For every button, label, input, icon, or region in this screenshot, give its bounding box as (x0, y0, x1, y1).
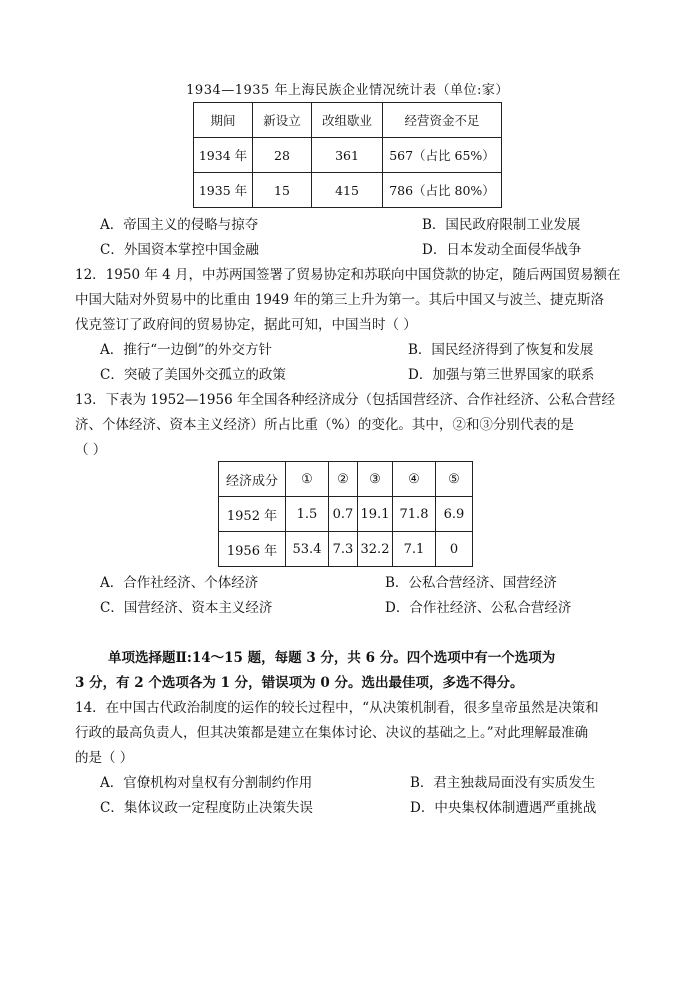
table-cell: 1935 年 (194, 173, 253, 208)
table-row (219, 497, 473, 532)
section2-instruction-line: 单项选择题Ⅱ:14～15 题，每题 3 分，共 6 分。四个选项中有一个选项为 (108, 650, 556, 666)
table-header-cell: 经营资金不足 (383, 103, 502, 138)
table-header-cell: ④ (393, 462, 436, 497)
table-header-cell: ⑤ (436, 462, 473, 497)
table-cell: 1952 年 (219, 497, 286, 532)
table-cell: 28 (253, 138, 312, 173)
table-cell: 6.9 (436, 497, 473, 532)
table-cell: 1956 年 (219, 532, 286, 567)
table-header-row (219, 462, 473, 497)
table-cell: 0.7 (329, 497, 358, 532)
q12-stem-line: 伐克签订了政府间的贸易协定，据此可知，中国当时（ ） (75, 317, 417, 333)
table-header-cell: ① (286, 462, 329, 497)
q11-option-a: A．帝国主义的侵略与掠夺 (100, 217, 259, 233)
q14-option-a: A．官僚机构对皇权有分割制约作用 (100, 775, 313, 791)
q14-option-d: D．中央集权体制遭遇严重挑战 (410, 800, 597, 816)
q12-option-a: A．推行“一边倒”的外交方针 (100, 342, 273, 358)
table-header-row (194, 103, 502, 138)
table-cell: 1934 年 (194, 138, 253, 173)
table-header-cell: ③ (358, 462, 393, 497)
q13-option-b: B．公私合营经济、国营经济 (385, 575, 557, 591)
table-cell: 786（占比 80%） (383, 173, 502, 208)
q13-option-d: D．合作社经济、公私合营经济 (385, 600, 572, 616)
table-header-cell: 期间 (194, 103, 253, 138)
q13-stem-line: 济、个体经济、资本主义经济）所占比重（%）的变化。其中，②和③分别代表的是 (75, 417, 574, 433)
table-cell: 53.4 (286, 532, 329, 567)
table1-title: 1934—1935 年上海民族企业情况统计表（单位:家） (186, 83, 509, 98)
table-header-cell: ② (329, 462, 358, 497)
table-row (194, 173, 502, 208)
table-cell: 1.5 (286, 497, 329, 532)
table-cell: 361 (312, 138, 383, 173)
q12-option-c: C．突破了美国外交孤立的政策 (100, 367, 286, 383)
q11-option-d: D．日本发动全面侵华战争 (422, 242, 582, 258)
table-cell: 19.1 (358, 497, 393, 532)
q11-option-c: C．外国资本掌控中国金融 (100, 242, 259, 258)
table-header-cell: 新设立 (253, 103, 312, 138)
q12-option-b: B．国民经济得到了恢复和发展 (408, 342, 594, 358)
q14-stem-line: 14．在中国古代政治制度的运作的较长过程中，“从决策机制看，很多皇帝虽然是决策和 (75, 700, 599, 716)
economic-composition-table (218, 461, 473, 567)
q14-option-c: C．集体议政一定程度防止决策失误 (100, 800, 313, 816)
table-cell: 7.1 (393, 532, 436, 567)
table-cell: 71.8 (393, 497, 436, 532)
table-cell: 15 (253, 173, 312, 208)
q14-stem-line: 的是（ ） (75, 750, 134, 766)
enterprise-stats-table (193, 102, 502, 208)
table-header-cell: 经济成分 (219, 462, 286, 497)
q13-stem-line: 13．下表为 1952—1956 年全国各种经济成分（包括国营经济、合作社经济、公私合营经 (75, 392, 615, 408)
table-header-cell: 改组歇业 (312, 103, 383, 138)
q14-option-b: B．君主独裁局面没有实质发生 (410, 775, 596, 791)
q13-option-c: C．国营经济、资本主义经济 (100, 600, 273, 616)
table-cell: 32.2 (358, 532, 393, 567)
section2-instruction-line: 3 分，有 2 个选项各为 1 分，错误项为 0 分。选出最佳项，多选不得分。 (75, 675, 524, 691)
q11-option-b: B．国民政府限制工业发展 (422, 217, 581, 233)
table-cell: 0 (436, 532, 473, 567)
table-cell: 567（占比 65%） (383, 138, 502, 173)
table-row (219, 532, 473, 567)
table-cell: 415 (312, 173, 383, 208)
q12-stem-line: 中国大陆对外贸易中的比重由 1949 年的第三上升为第一。其后中国又与波兰、捷克斯洛 (75, 292, 604, 308)
q13-option-a: A．合作社经济、个体经济 (100, 575, 259, 591)
q13-stem-line: （ ） (75, 442, 107, 458)
q12-stem-line: 12．1950 年 4 月，中苏两国签署了贸易协定和苏联向中国贷款的协定，随后两国贸易额在 (75, 267, 621, 283)
q14-stem-line: 行政的最高负责人，但其决策都是建立在集体讨论、决议的基础之上。”对此理解最准确 (75, 725, 589, 741)
table-cell: 7.3 (329, 532, 358, 567)
table-row (194, 138, 502, 173)
q12-option-d: D．加强与第三世界国家的联系 (408, 367, 595, 383)
